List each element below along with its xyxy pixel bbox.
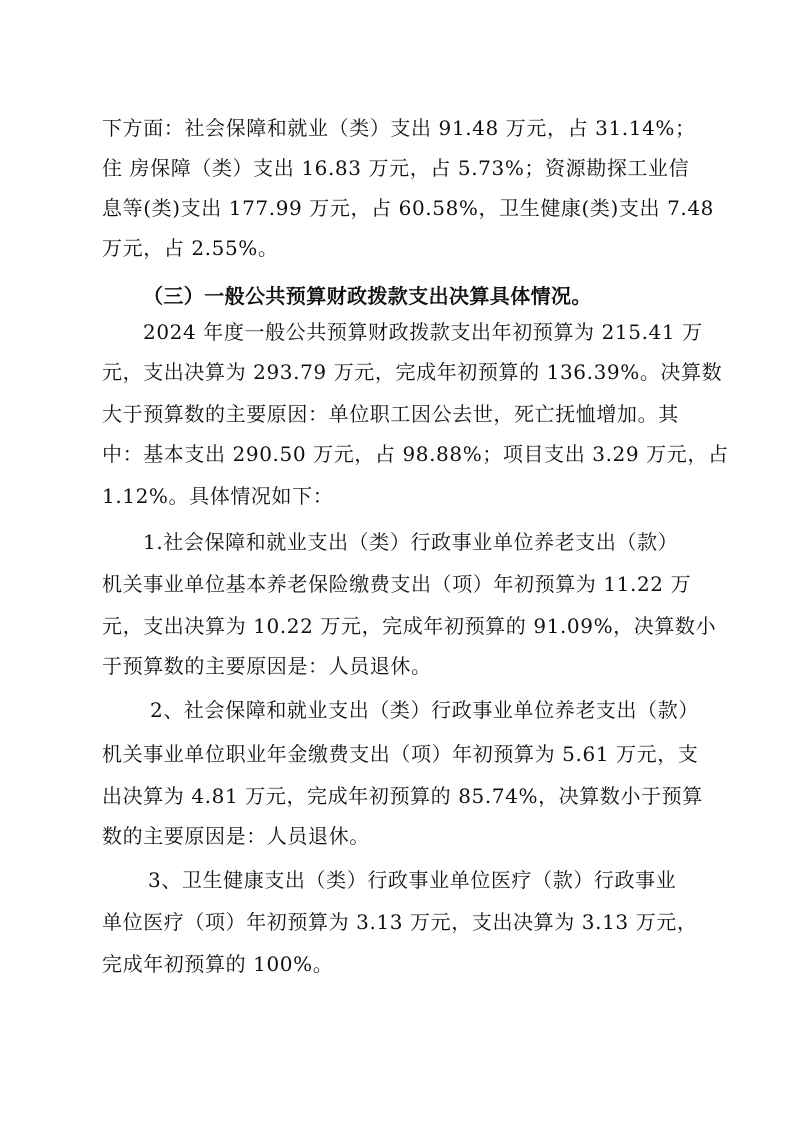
paragraph-line: 元，支出决算为 10.22 万元，完成年初预算的 91.09%，决算数小 [102, 614, 717, 638]
paragraph-line: 于预算数的主要原因是：人员退休。 [102, 654, 432, 678]
paragraph-line: 1.12%。具体情况如下： [102, 484, 334, 508]
paragraph-line: 住 房保障（类）支出 16.83 万元，占 5.73%；资源勘探工业信 [102, 156, 690, 180]
paragraph-line: 机关事业单位基本养老保险缴费支出（项）年初预算为 11.22 万 [102, 572, 692, 596]
paragraph-line: 出决算为 4.81 万元，完成年初预算的 85.74%，决算数小于预算 [102, 784, 703, 808]
paragraph-line: 元，支出决算为 293.79 万元，完成年初预算的 136.39%。决算数 [102, 360, 723, 384]
paragraph-line: 机关事业单位职业年金缴费支出（项）年初预算为 5.61 万元，支 [102, 742, 699, 766]
paragraph-line: 单位医疗（项）年初预算为 3.13 万元，支出决算为 3.13 万元， [102, 910, 698, 934]
list-item-1-line: 1.社会保障和就业支出（类）行政事业单位养老支出（款） [143, 530, 679, 554]
paragraph-line: 万元，占 2.55%。 [102, 236, 279, 260]
paragraph-line: 息等(类)支出 177.99 万元，占 60.58%，卫生健康(类)支出 7.48 [102, 196, 715, 220]
paragraph-line: 中：基本支出 290.50 万元，占 98.88%；项目支出 3.29 万元，占 [102, 442, 729, 466]
list-item-2-line: 2、社会保障和就业支出（类）行政事业单位养老支出（款） [150, 698, 699, 722]
list-item-3-line: 3、卫生健康支出（类）行政事业单位医疗（款）行政事业 [148, 868, 677, 892]
paragraph-line: 大于预算数的主要原因：单位职工因公去世，死亡抚恤增加。其 [102, 402, 679, 426]
paragraph-line: 完成年初预算的 100%。 [102, 952, 334, 976]
paragraph-line: 下方面：社会保障和就业（类）支出 91.48 万元，占 31.14%； [102, 116, 696, 140]
paragraph-line: 2024 年度一般公共预算财政拨款支出年初预算为 215.41 万 [143, 320, 703, 344]
section-heading: （三）一般公共预算财政拨款支出决算具体情况。 [143, 284, 592, 308]
paragraph-line: 数的主要原因是：人员退休。 [102, 824, 370, 848]
